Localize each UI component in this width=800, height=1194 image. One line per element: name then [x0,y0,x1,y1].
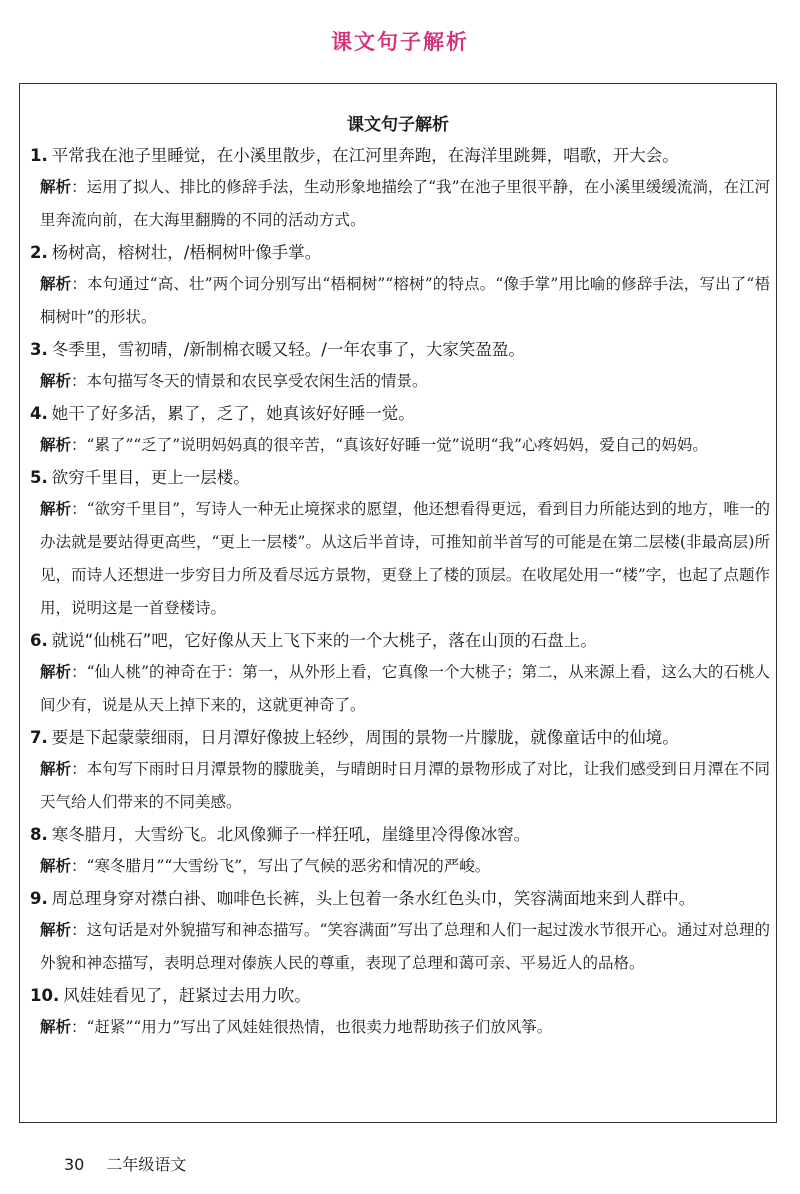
item-number: 2. [30,243,48,262]
sentence-text: 要是下起蒙蒙细雨，日月潭好像披上轻纱，周围的景物一片朦胧，就像童话中的仙境。 [51,728,679,747]
list-item [30,819,770,883]
sentence-text: 平常我在池子里睡觉，在小溪里散步，在江河里奔跑，在海洋里跳舞，唱歌，开大会。 [51,146,679,165]
box-title: 课文句子解析 [347,115,449,135]
analysis-text: ：“累了”“乏了”说明妈妈真的很辛苦，“真该好好睡一觉”说明“我”心疼妈妈，爱自己的妈妈。 [71,436,708,454]
sentence-text: 就说“仙桃石”吧，它好像从天上飞下来的一个大桃子，落在山顶的石盘上。 [51,631,597,650]
sentence [30,722,770,753]
analysis-label: 解析 [40,663,72,681]
analysis-label: 解析 [40,178,72,196]
list-item [30,237,770,334]
sentence [30,398,770,429]
analysis-text: ：这句话是对外貌描写和神态描写。“笑容满面”写出了总理和人们一起过泼水节很开心。通过对总理的外貌和神态描写，表明总理对傣族人民的尊重，表现了总理和蔼可亲、平易近人的品格。 [40,921,770,972]
analysis [30,171,770,237]
sentence-text: 冬季里，雪初晴，/新制棉衣暖又轻。/一年农事了，大家笑盈盈。 [51,340,525,359]
analysis [30,656,770,722]
analysis-text: ：“赶紧”“用力”写出了风娃娃很热情，也很卖力地帮助孩子们放风筝。 [71,1018,553,1036]
analysis [30,914,770,980]
page-number: 30 [64,1155,85,1174]
analysis-text: ：运用了拟人、排比的修辞手法，生动形象地描绘了“我”在池子里很平静，在小溪里缓缓流淌，在江河里奔流向前，在大海里翻腾的不同的活动方式。 [40,178,770,229]
analysis-text: ：本句通过“高、壮”两个词分别写出“梧桐树”“榕树”的特点。“像手掌”用比喻的修辞手法，写出了“梧桐树叶”的形状。 [40,275,770,326]
analysis-label: 解析 [40,857,72,875]
item-number: 8. [30,825,48,844]
analysis [30,365,770,398]
analysis-label: 解析 [40,760,72,778]
book-title: 二年级语文 [106,1155,187,1174]
analysis-label: 解析 [40,372,72,390]
sentence [30,140,770,171]
sentence-text: 风娃娃看见了，赶紧过去用力吹。 [63,986,311,1005]
analysis [30,429,770,462]
item-number: 6. [30,631,48,650]
list-item [30,334,770,398]
item-number: 5. [30,468,48,487]
sentence [30,237,770,268]
sentence [30,625,770,656]
analysis-text: ：“寒冬腊月”“大雪纷飞”，写出了气候的恶劣和情况的严峻。 [71,857,491,875]
sentence-text: 杨树高，榕树壮，/梧桐树叶像手掌。 [51,243,322,262]
page-header-title: 课文句子解析 [331,30,469,54]
list-item [30,722,770,819]
analysis [30,1011,770,1044]
list-item [30,140,770,237]
analysis-label: 解析 [40,921,72,939]
sentence [30,883,770,914]
analysis-label: 解析 [40,436,72,454]
list-item [30,398,770,462]
sentence [30,819,770,850]
content-box [19,83,777,1123]
item-number: 4. [30,404,48,423]
sentence [30,334,770,365]
analysis-text: ：“仙人桃”的神奇在于：第一，从外形上看，它真像一个大桃子；第二，从来源上看，这么大的石桃人间少有，说是从天上掉下来的，这就更神奇了。 [40,663,770,714]
analysis [30,753,770,819]
analysis-text: ：本句写下雨时日月潭景物的朦胧美，与晴朗时日月潭的景物形成了对比，让我们感受到日月潭在不同天气给人们带来的不同美感。 [40,760,770,811]
list-item [30,462,770,625]
list-item [30,883,770,980]
sentence-text: 周总理身穿对襟白褂、咖啡色长裤，头上包着一条水红色头巾，笑容满面地来到人群中。 [51,889,696,908]
sentence [30,980,770,1011]
analysis-label: 解析 [40,500,72,518]
sentence-text: 欲穷千里目，更上一层楼。 [51,468,250,487]
analysis-label: 解析 [40,275,72,293]
sentence-text: 她干了好多活，累了，乏了，她真该好好睡一觉。 [51,404,415,423]
sentence [30,462,770,493]
page-footer [64,1152,186,1175]
item-number: 10. [30,986,60,1005]
list-item [30,980,770,1044]
analysis [30,850,770,883]
analysis-label: 解析 [40,1018,72,1036]
analysis [30,268,770,334]
analysis-text: ：本句描写冬天的情景和农民享受农闲生活的情景。 [71,372,428,390]
list-item [30,625,770,722]
item-number: 1. [30,146,48,165]
sentence-text: 寒冬腊月，大雪纷飞。北风像狮子一样狂吼，崖缝里冷得像冰窖。 [51,825,531,844]
item-number: 3. [30,340,48,359]
analysis-text: ：“欲穷千里目”，写诗人一种无止境探求的愿望，他还想看得更远，看到目力所能达到的地方，唯一的办法就是要站得更高些，“更上一层楼”。从这后半首诗，可推知前半首写的可能是在第二层楼(非最高层)所见，而诗人还想进一步穷目力所及看尽远方景物，更登上了楼的顶层。在收尾处用一“楼”字，也起了点题作用，说明这是一首登楼诗。 [40,500,770,617]
analysis [30,493,770,625]
item-list [30,140,770,1044]
item-number: 9. [30,889,48,908]
item-number: 7. [30,728,48,747]
